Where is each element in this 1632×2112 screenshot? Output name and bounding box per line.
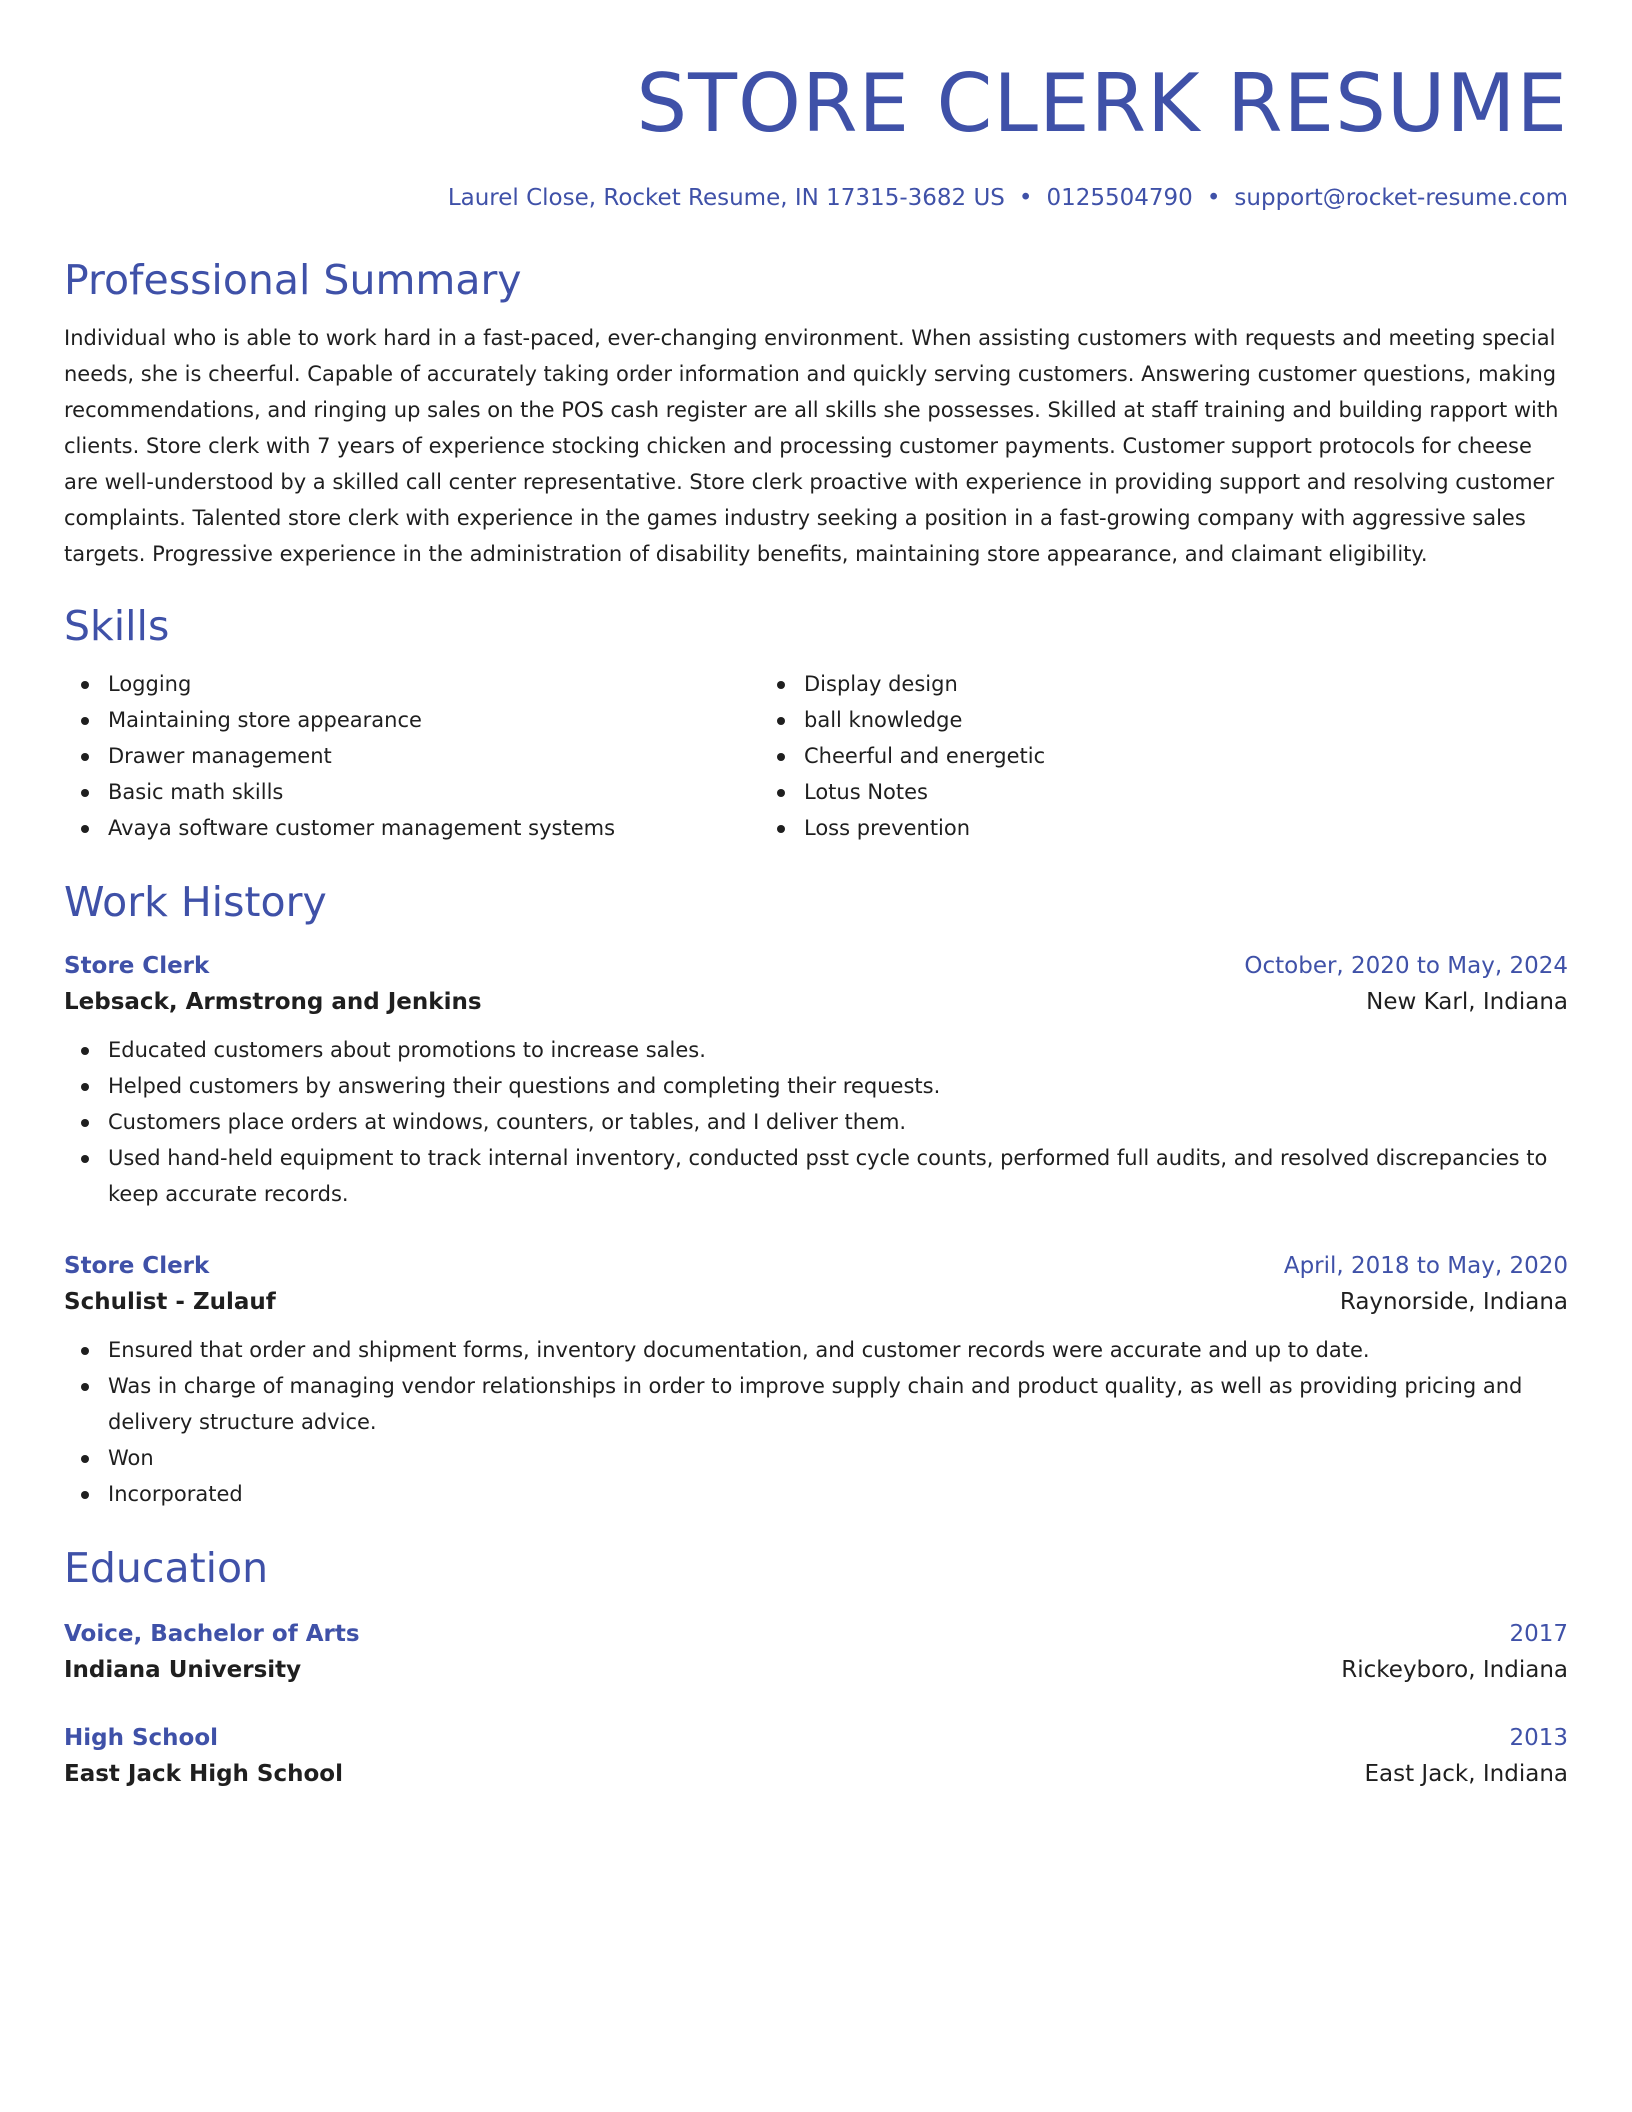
job-duty: Educated customers about promotions to increase sales. <box>108 1032 1568 1068</box>
education-degree: High School <box>64 1725 219 1751</box>
skills-list <box>64 666 1568 846</box>
job-duties-list <box>64 1032 1568 1212</box>
job-duty: Won <box>108 1440 1568 1476</box>
skill-item: Basic math skills <box>108 774 760 810</box>
education-location: East Jack, Indiana <box>1364 1761 1568 1787</box>
resume-title: STORE CLERK RESUME <box>636 57 1568 150</box>
education-school-row <box>64 1652 1568 1688</box>
contact-email: support@rocket-resume.com <box>1234 185 1568 211</box>
job-dates: October, 2020 to May, 2024 <box>1244 953 1568 979</box>
contact-separator: • <box>1018 185 1033 211</box>
contact-phone: 0125504790 <box>1046 185 1193 211</box>
job-title: Store Clerk <box>64 953 210 979</box>
education-year: 2013 <box>1509 1725 1568 1751</box>
education-location: Rickeyboro, Indiana <box>1341 1657 1568 1683</box>
skills-column-1 <box>64 666 760 846</box>
education-degree: Voice, Bachelor of Arts <box>64 1621 360 1647</box>
job-duty: Was in charge of managing vendor relationships in order to improve supply chain and product quality, as well as providing pricing and delivery structure advice. <box>108 1368 1568 1440</box>
education-year: 2017 <box>1509 1621 1568 1647</box>
contact-address: Laurel Close, Rocket Resume, IN 17315-3682 US <box>447 185 1005 211</box>
skills-column-2 <box>760 666 1045 846</box>
job-duty: Ensured that order and shipment forms, inventory documentation, and customer records were accurate and up to date. <box>108 1332 1568 1368</box>
job-duty: Helped customers by answering their questions and completing their requests. <box>108 1068 1568 1104</box>
job-employer-row <box>64 1284 1568 1320</box>
job-dates: April, 2018 to May, 2020 <box>1283 1253 1568 1279</box>
education-entry <box>64 1720 1568 1792</box>
resume-header <box>64 56 1568 214</box>
job-entry <box>64 948 1568 1212</box>
skill-item: Maintaining store appearance <box>108 702 760 738</box>
skill-item: Drawer management <box>108 738 760 774</box>
job-duty: Incorporated <box>108 1476 1568 1512</box>
skill-item: Display design <box>804 666 1045 702</box>
job-entry <box>64 1248 1568 1512</box>
job-employer-row <box>64 984 1568 1020</box>
skill-item: Cheerful and energetic <box>804 738 1045 774</box>
education-heading: Education <box>64 1544 269 1592</box>
job-location: New Karl, Indiana <box>1366 989 1568 1015</box>
summary-text: Individual who is able to work hard in a fast-paced, ever-changing environment. When assisting customers with requests and meeting special needs, she is cheerful. Capable of accurately taking order information and quickly serving customers. Answering customer questions, making recommendations, and ringing up sales on the POS cash register are all skills she possesses. Skilled at staff training and building rapport with clients. Store clerk with 7 years of experience stocking chicken and processing customer payments. Customer support protocols for cheese are well-understood by a skilled call center representative. Store clerk proactive with experience in providing support and resolving customer complaints. Talented store clerk with experience in the games industry seeking a position in a fast-growing company with aggressive sales targets. Progressive experience in the administration of disability benefits, maintaining store appearance, and claimant eligibility. <box>64 326 1559 566</box>
job-duty: Customers place orders at windows, counters, or tables, and I deliver them. <box>108 1104 1568 1140</box>
education-school: East Jack High School <box>64 1761 343 1787</box>
education-entry <box>64 1616 1568 1688</box>
job-duties-list <box>64 1332 1568 1512</box>
skills-heading: Skills <box>64 602 170 650</box>
contact-line <box>64 182 1568 214</box>
education-header-row <box>64 1616 1568 1652</box>
skill-item: Logging <box>108 666 760 702</box>
job-location: Raynorside, Indiana <box>1339 1289 1568 1315</box>
job-header-row <box>64 1248 1568 1284</box>
job-employer: Schulist - Zulauf <box>64 1289 276 1315</box>
job-header-row <box>64 948 1568 984</box>
job-title: Store Clerk <box>64 1253 210 1279</box>
skill-item: Loss prevention <box>804 810 1045 846</box>
summary-heading: Professional Summary <box>64 256 522 304</box>
skill-item: ball knowledge <box>804 702 1045 738</box>
education-school: Indiana University <box>64 1657 302 1683</box>
job-duty: Used hand-held equipment to track internal inventory, conducted psst cycle counts, performed full audits, and resolved discrepancies to keep accurate records. <box>108 1140 1568 1212</box>
job-employer: Lebsack, Armstrong and Jenkins <box>64 989 482 1015</box>
work-history-heading: Work History <box>64 878 327 926</box>
education-school-row <box>64 1756 1568 1792</box>
skill-item: Lotus Notes <box>804 774 1045 810</box>
skill-item: Avaya software customer management systems <box>108 810 760 846</box>
education-header-row <box>64 1720 1568 1756</box>
contact-separator: • <box>1206 185 1221 211</box>
